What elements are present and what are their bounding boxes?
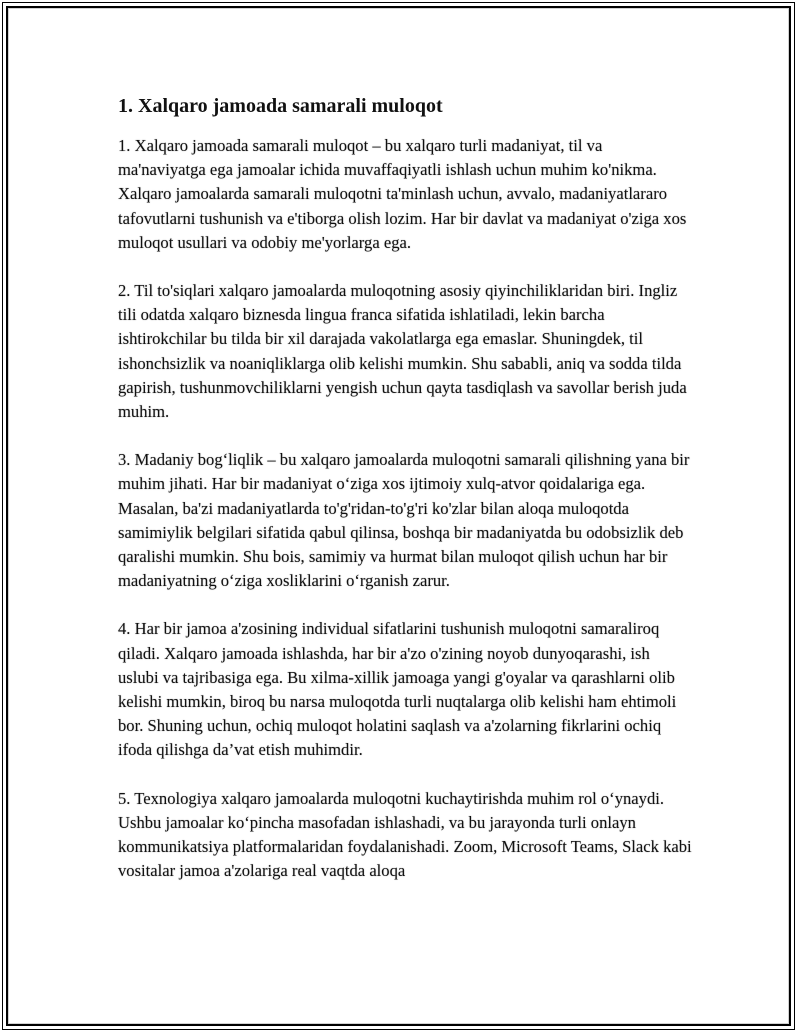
paragraph-4: 4. Har bir jamoa a'zosining individual sifatlarini tushunish muloqotni samaraliroq qiladi. Xalqaro jamoada ishlashda, har bir a'zo o'zining noyob dunyoqarashi, ish uslubi va tajribasiga ega. Bu xilma-xillik jamoaga yangi g'oyalar va qarashlarni olib kelishi mumkin, biroq bu narsa muloqotda turli nuqtalarga olib kelishi ham ehtimoli bor. Shuning uchun, ochiq muloqot holatini saqlash va a'zolarning fikrlarini ochiq ifoda qilishga da’vat etish muhimdir. (118, 619, 677, 760)
paragraph-1: 1. Xalqaro jamoada samarali muloqot – bu xalqaro turli madaniyat, til va ma'naviyatga ega jamoalar ichida muvaffaqiyatli ishlash uchun muhim ko'nikma. Xalqaro jamoalarda samarali muloqotni ta'minlash uchun, avvalo, madaniyatlararo tafovutlarni tushunish va e'tiborga olish lozim. Har bir davlat va madaniyat o'ziga xos muloqot usullari va odobiy me'yorlarga ega. (118, 136, 687, 252)
document-body (118, 92, 693, 907)
paragraph-2: 2. Til to'siqlari xalqaro jamoalarda muloqotning asosiy qiyinchiliklaridan biri. Ingliz tili odatda xalqaro biznesda lingua franca sifatida ishlatiladi, lekin barcha ishtirokchilar bu tilda bir xil darajada vakolatlarga ega emaslar. Shuningdek, til ishonchsizlik va noaniqliklarga olib kelishi mumkin. Shu sababli, aniq va sodda tilda gapirish, tushunmovchiliklarni yengish uchun qayta tasdiqlash va savollar berish juda muhim. (118, 281, 687, 422)
paragraph-5: 5. Texnologiya xalqaro jamoalarda muloqotni kuchaytirishda muhim rol o‘ynaydi. Ushbu jamoalar ko‘pincha masofadan ishlashadi, va bu jarayonda turli onlayn kommunikatsiya platformalaridan foydalanishadi. Zoom, Microsoft Teams, Slack kabi vositalar jamoa a'zolariga real vaqtda aloqa (118, 788, 692, 881)
page-title: 1. Xalqaro jamoada samarali muloqot (118, 95, 443, 117)
paragraph-3: 3. Madaniy bog‘liqlik – bu xalqaro jamoalarda muloqotni samarali qilishning yana bir muhim jihati. Har bir madaniyat o‘ziga xos ijtimoiy xulq-atvor qoidalariga ega. Masalan, ba'zi madaniyatlarda to'g'ridan-to'g'ri ko'zlar bilan aloqa muloqotda samimiylik belgilari sifatida qabul qilinsa, boshqa bir madaniyatda bu odobsizlik deb qaralishi mumkin. Shu bois, samimiy va hurmat bilan muloqot qilish uchun har bir madaniyatning o‘ziga xosliklarini o‘rganish zarur. (118, 450, 690, 591)
